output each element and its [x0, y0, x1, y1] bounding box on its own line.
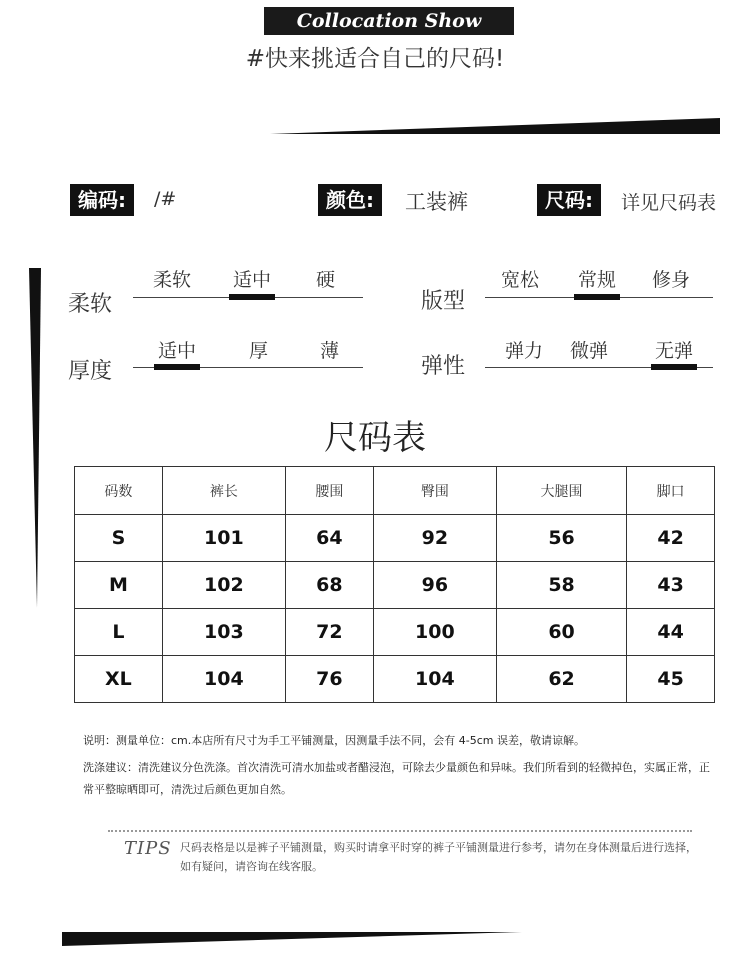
thickness-option: 薄: [320, 340, 340, 362]
elasticity-option: 无弹: [655, 340, 694, 362]
header-hem: 脚口: [627, 467, 715, 515]
decorative-wedge-bottom: [62, 928, 522, 948]
table-cell: 100: [373, 609, 496, 656]
header-size: 码数: [75, 467, 163, 515]
table-cell: 92: [373, 515, 496, 562]
header-hip: 臀围: [373, 467, 496, 515]
table-cell: 56: [496, 515, 626, 562]
table-cell: 58: [496, 562, 626, 609]
header-length: 裤长: [162, 467, 285, 515]
softness-option: 适中: [233, 269, 272, 291]
table-cell: 76: [285, 656, 373, 703]
size-table-title: 尺码表: [324, 418, 426, 458]
washing-note: 洗涤建议：清洗建议分色洗涤。首次清洗可清水加盐或者醋浸泡，可除去少量颜色和异味。我们所看到的轻微掉色，实属正常，正常平整晾晒即可，清洗过后颜色更加自然。: [83, 761, 710, 796]
fit-option: 宽松: [501, 269, 540, 291]
header-waist: 腰围: [285, 467, 373, 515]
table-cell: 44: [627, 609, 715, 656]
elasticity-option: 弹力: [505, 340, 544, 362]
thickness-label: 厚度: [68, 359, 113, 384]
thickness-selected-mark: [154, 364, 200, 370]
table-cell: 45: [627, 656, 715, 703]
collocation-show-banner: Collocation Show: [264, 7, 514, 35]
fit-option: 修身: [652, 269, 691, 291]
size-label: 尺码:: [537, 184, 601, 216]
table-cell: 43: [627, 562, 715, 609]
softness-selected-mark: [229, 294, 275, 300]
fit-selected-mark: [574, 294, 620, 300]
table-cell: 103: [162, 609, 285, 656]
table-cell: 60: [496, 609, 626, 656]
softness-option: 硬: [316, 269, 336, 291]
softness-option: 柔软: [153, 269, 192, 291]
table-row: [75, 609, 715, 656]
table-row: [75, 562, 715, 609]
measurement-note: 说明：测量单位：cm.本店所有尺寸为手工平铺测量，因测量手法不同，会有 4-5cm 误差，敬请谅解。: [83, 734, 585, 747]
size-table-header-row: [75, 467, 715, 515]
tips-divider: [108, 830, 692, 832]
table-cell: 42: [627, 515, 715, 562]
table-cell: 104: [373, 656, 496, 703]
size-table: [74, 466, 715, 703]
color-value: 工装裤: [405, 190, 468, 214]
table-cell: 101: [162, 515, 285, 562]
table-cell: 64: [285, 515, 373, 562]
softness-label: 柔软: [68, 292, 113, 317]
table-cell: S: [75, 515, 163, 562]
table-cell: 72: [285, 609, 373, 656]
table-row: [75, 656, 715, 703]
table-cell: L: [75, 609, 163, 656]
color-label: 颜色:: [318, 184, 382, 216]
thickness-option: 适中: [158, 340, 197, 362]
header-thigh: 大腿围: [496, 467, 626, 515]
table-cell: 68: [285, 562, 373, 609]
code-value: /#: [154, 188, 177, 210]
table-cell: XL: [75, 656, 163, 703]
table-row: [75, 515, 715, 562]
decorative-wedge-top: [270, 116, 720, 136]
tips-label: TIPS: [124, 838, 172, 859]
table-cell: M: [75, 562, 163, 609]
size-value: 详见尺码表: [621, 192, 717, 214]
table-cell: 96: [373, 562, 496, 609]
elasticity-selected-mark: [651, 364, 697, 370]
elasticity-label: 弹性: [421, 354, 466, 379]
fit-option: 常规: [578, 269, 617, 291]
page-subtitle: #快来挑适合自己的尺码!: [245, 46, 505, 72]
table-cell: 102: [162, 562, 285, 609]
code-label: 编码:: [70, 184, 134, 216]
table-cell: 104: [162, 656, 285, 703]
table-cell: 62: [496, 656, 626, 703]
elasticity-option: 微弹: [570, 340, 609, 362]
thickness-option: 厚: [249, 340, 269, 362]
fit-label: 版型: [421, 289, 466, 314]
tips-text: 尺码表格是以是裤子平铺测量，购买时请拿平时穿的裤子平铺测量进行参考，请勿在身体测量后进行选择，如有疑问，请咨询在线客服。: [180, 841, 697, 873]
